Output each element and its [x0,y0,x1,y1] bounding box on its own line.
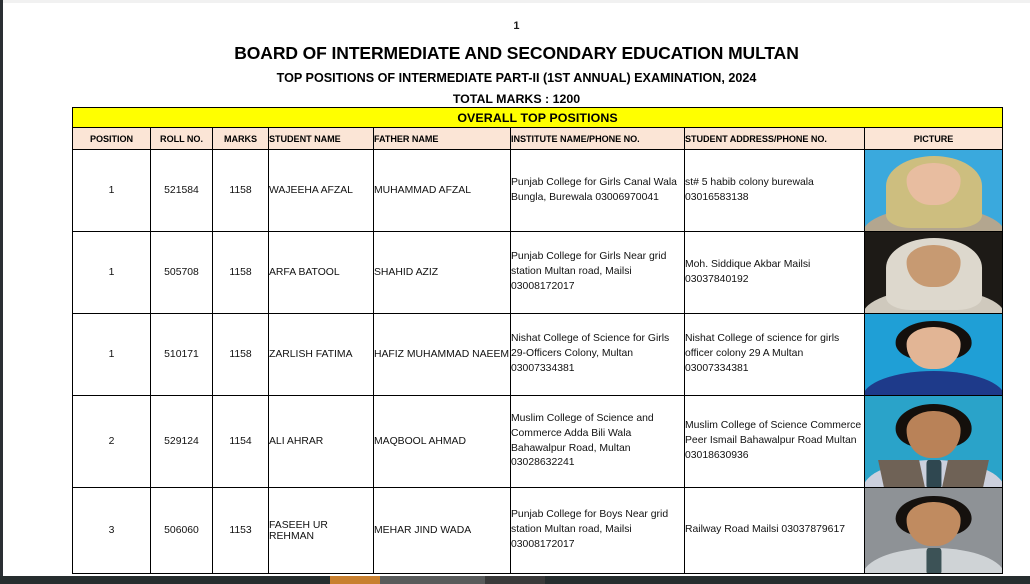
cell-position: 2 [73,396,151,488]
document-title: BOARD OF INTERMEDIATE AND SECONDARY EDUCATION MULTAN [234,43,799,63]
column-header-picture[interactable]: PICTURE [865,128,1003,150]
student-photo-faseeh-ur-rehman [865,488,1002,573]
cell-roll-no: 510171 [151,314,213,396]
taskbar-item[interactable] [380,576,485,584]
cell-student-name: ALI AHRAR [269,396,374,488]
student-photo-wajeeha-afzal [865,150,1002,231]
column-header-student-name[interactable]: STUDENT NAME [269,128,374,150]
cell-marks: 1158 [213,150,269,232]
table-row [73,314,1003,396]
document-sheet [3,3,1030,576]
student-photo-arfa-batool [865,232,1002,313]
cell-student-name: ARFA BATOOL [269,232,374,314]
cell-institute: Punjab College for Girls Near grid station Multan road, Mailsi 03008172017 [511,232,685,314]
table-row [73,396,1003,488]
cell-marks: 1154 [213,396,269,488]
cell-student-name: ZARLISH FATIMA [269,314,374,396]
cell-roll-no: 506060 [151,488,213,574]
cell-father-name: SHAHID AZIZ [374,232,511,314]
cell-father-name: HAFIZ MUHAMMAD NAEEM [374,314,511,396]
cell-marks: 1158 [213,232,269,314]
cell-position: 1 [73,232,151,314]
taskbar-active-item[interactable] [330,576,380,584]
cell-father-name: MEHAR JIND WADA [374,488,511,574]
banner-row [73,108,1003,128]
overall-top-positions-banner: OVERALL TOP POSITIONS [73,108,1003,128]
page-number: 1 [513,20,520,32]
cell-position: 1 [73,314,151,396]
cell-picture [865,232,1003,314]
cell-position: 1 [73,150,151,232]
cell-roll-no: 505708 [151,232,213,314]
table-row [73,232,1003,314]
cell-student-address: Moh. Siddique Akbar Mailsi 03037840192 [685,232,865,314]
cell-picture [865,396,1003,488]
cell-institute: Muslim College of Science and Commerce Adda Bili Wala Bahawalpur Road, Multan 03028632241 [511,396,685,488]
cell-student-address: Railway Road Mailsi 03037879617 [685,488,865,574]
cell-father-name: MAQBOOL AHMAD [374,396,511,488]
cell-marks: 1153 [213,488,269,574]
cell-student-address: Nishat College of science for girls officer colony 29 A Multan 03007334381 [685,314,865,396]
column-header-roll-no[interactable]: ROLL NO. [151,128,213,150]
document-subtitle: TOP POSITIONS OF INTERMEDIATE PART-II (1ST ANNUAL) EXAMINATION, 2024 [276,71,757,85]
total-marks-label: TOTAL MARKS : 1200 [452,92,581,106]
cell-picture [865,488,1003,574]
os-taskbar[interactable] [0,576,1030,584]
cell-position: 3 [73,488,151,574]
cell-institute: Nishat College of Science for Girls 29-Officers Colony, Multan 03007334381 [511,314,685,396]
cell-student-name: WAJEEHA AFZAL [269,150,374,232]
taskbar-item[interactable] [485,576,545,584]
cell-student-name: FASEEH UR REHMAN [269,488,374,574]
cell-student-address: st# 5 habib colony burewala 03016583138 [685,150,865,232]
column-header-institute[interactable]: INSTITUTE NAME/PHONE NO. [511,128,685,150]
table-row [73,488,1003,574]
student-photo-ali-ahrar [865,396,1002,487]
cell-roll-no: 521584 [151,150,213,232]
table-row [73,150,1003,232]
cell-picture [865,150,1003,232]
cell-father-name: MUHAMMAD AFZAL [374,150,511,232]
column-header-student-address[interactable]: STUDENT ADDRESS/PHONE NO. [685,128,865,150]
cell-marks: 1158 [213,314,269,396]
table-header-row [73,128,1003,150]
cell-picture [865,314,1003,396]
column-header-position[interactable]: POSITION [73,128,151,150]
positions-table-wrapper [72,107,990,574]
cell-institute: Punjab College for Boys Near grid station Multan road, Mailsi 03008172017 [511,488,685,574]
student-photo-zarlish-fatima [865,314,1002,395]
column-header-marks[interactable]: MARKS [213,128,269,150]
cell-student-address: Muslim College of Science Commerce Peer Ismail Bahawalpur Road Multan 03018630936 [685,396,865,488]
column-header-father-name[interactable]: FATHER NAME [374,128,511,150]
cell-institute: Punjab College for Girls Canal Wala Bungla, Burewala 03006970041 [511,150,685,232]
cell-roll-no: 529124 [151,396,213,488]
positions-table [72,107,1003,574]
